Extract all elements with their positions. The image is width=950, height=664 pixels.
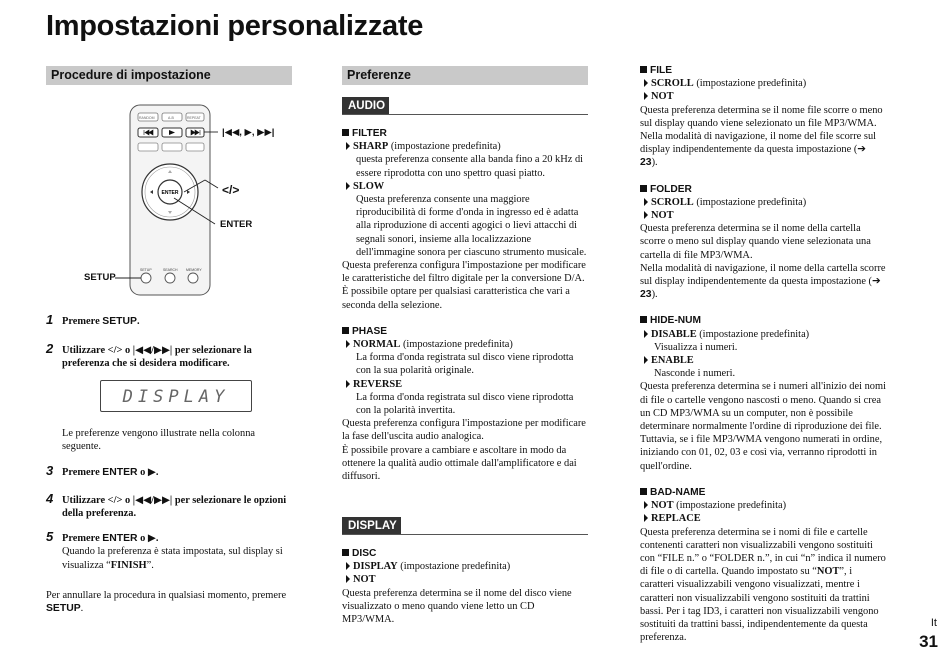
right-column: FILE SCROLL (impostazione predefinita) NOT Questa preferenza determina se il nome file scorre o meno sul display quando viene selezionato un file MP3/WMA. Nella modalità di navigazione, il nome del file scorre sul display indipendentemente da questa impostazione (➔ 23). FOLDER SCROLL (impostazione predefinita) NOT Questa preferenza determina se il nome della cartella scorre o meno sul display quando viene selezionata una cartella di file MP3/WMA. Nella modalità di navigazione, il nome della cartella scorre sul display indipendentemente da questa impostazione (➔ 23). HIDE-NUM DISABLE (impostazione predefinita) Visualizza i numeri. ENABLE Nasconde i numeri. Questa preferenza determina se i numeri all'inizio dei nomi di file o cartelle vengono nascosti o meno. Quando si crea un CD MP3/WMA su un computer, non è possibile determinare normalmente l'ordine di riproduzione dei file. Tuttavia, se i file MP3/WMA vengono numerati in ordine, iniziando con 01, 02, 03 e così via, verranno riprodotti in quell'ordine. BAD-NAME NOT (impostazione predefinita) REPLACE Questa preferenza determina se i nomi di file e cartelle contenenti caratteri non visualizzabili vengono sostituiti con “FILE n.” o “FOLDER n.”, in cui “n” indica il numero di file o di cartella. Quando impostato su “NOT”, i caratteri visualizzabili vengono visualizzati, mentre i caratteri non visualizzabili vengono sostituiti da trattini bassi. Per i tag ID3, i caratteri non visualizzabili vengono sostituiti da trattini bassi, indipendentemente da questa preferenza. [640, 65, 886, 644]
lcd-display: DISPLAY [100, 380, 252, 412]
file-scroll-option: SCROLL (impostazione predefinita) [640, 77, 886, 90]
folder-scroll-option: SCROLL (impostazione predefinita) [640, 196, 886, 209]
filter-slow-option: SLOW [342, 180, 588, 193]
step-2-note: Le preferenze vengono illustrate nella colonna seguente. [62, 428, 256, 453]
filter-sharp-option: SHARP (impostazione predefinita) [342, 140, 588, 153]
language-tag: It [930, 617, 937, 629]
badname-not-option: NOT (impostazione predefinita) [640, 499, 886, 512]
label-transport: |◀◀, ▶, ▶▶| [222, 127, 275, 138]
file-not-option: NOT [640, 90, 886, 103]
label-setup: SETUP [84, 272, 116, 283]
section-band-preferences: Preferenze [342, 66, 588, 85]
audio-subheading: AUDIO [342, 97, 588, 115]
section-band-procedure: Procedure di impostazione [46, 66, 292, 85]
step-2: 2 Utilizzare </> o |◀◀/▶▶| per selezionare la preferenza che si desidera modificare. [46, 341, 252, 370]
remote-search-text: SEARCH [163, 268, 178, 272]
middle-column-display: DISC DISPLAY (impostazione predefinita) NOT Questa preferenza determina se il nome del disco viene visualizzato o meno quando viene letto un CD MP3/WMA. [342, 547, 588, 626]
phase-normal-option: NORMAL (impostazione predefinita) [342, 338, 588, 351]
step-1: 1 Premere SETUP. [46, 312, 140, 327]
hidenum-disable-option: DISABLE (impostazione predefinita) [640, 328, 886, 341]
remote-repeat-text: REPEAT [187, 116, 201, 120]
step-3: 3 Premere ENTER o ▶. [46, 463, 159, 478]
setup-button [141, 273, 151, 283]
display-subheading: DISPLAY [342, 517, 588, 535]
remote-setup-text: SETUP [140, 268, 152, 272]
badname-replace-option: REPLACE [640, 512, 886, 525]
phase-heading: PHASE [342, 325, 588, 338]
remote-memory-text: MEMORY [186, 268, 202, 272]
page-title: Impostazioni personalizzate [46, 10, 424, 42]
disc-heading: DISC [342, 547, 588, 560]
folder-heading: FOLDER [640, 183, 886, 196]
disc-not-option: NOT [342, 573, 588, 586]
disc-display-option: DISPLAY (impostazione predefinita) [342, 560, 588, 573]
label-arrows: </> [222, 183, 240, 197]
hidenum-enable-option: ENABLE [640, 354, 886, 367]
hidenum-heading: HIDE-NUM [640, 314, 886, 327]
remote-enter-text: ENTER [161, 190, 179, 196]
folder-not-option: NOT [640, 209, 886, 222]
label-enter: ENTER [220, 219, 253, 230]
step-4: 4 Utilizzare </> o |◀◀/▶▶| per selezionare le opzioni della preferenza. [46, 491, 287, 520]
remote-random-text: RANDOM [139, 116, 155, 120]
phase-reverse-option: REVERSE [342, 378, 588, 391]
filter-heading: FILTER [342, 127, 588, 140]
remote-ab-text: A-B [168, 116, 174, 120]
middle-column-audio: FILTER SHARP (impostazione predefinita) questa preferenza consente alla banda fino a 20 kHz di essere riprodotta con uno spettro quasi piatto. SLOW Questa preferenza consente una maggiore riproducibilità di forme d'onda in ingresso ed è adatta alla riproduzione di accenti agogici o lievi attacchi di segnali sonori, insieme alla localizzazione dell'immagine sonora per ciascuno strumento musicale. Questa preferenza configura l'impostazione per modificare le caratteristiche del filtro digitale per la conversione D/A. È possibile optare per qualsiasi caratteristica che vari a seconda della selezione. PHASE NORMAL (impostazione predefinita) La forma d'onda registrata sul disco viene riprodotta con la sua polarità originale. REVERSE La forma d'onda registrata sul disco viene riprodotta con la polarità invertita. Questa preferenza configura l'impostazione per modificare la fase dell'uscita audio analogica. È possibile provare a cambiare e ascoltare in modo da ottenere la qualità audio ottimale dall'amplificatore e dai diffusori. [342, 128, 587, 483]
page-number: 31 [919, 632, 938, 651]
step-5-note: Quando la preferenza è stata impostata, sul display si visualizza “FINISH”. [62, 546, 283, 571]
cancel-note: Per annullare la procedura in qualsiasi momento, premere SETUP. [46, 590, 287, 615]
file-heading: FILE [640, 64, 886, 77]
step-5: 5 Premere ENTER o ▶. Quando la preferenza è stata impostata, sul display si visualizza “FINISH”. [62, 532, 292, 572]
badname-heading: BAD-NAME [640, 486, 886, 499]
